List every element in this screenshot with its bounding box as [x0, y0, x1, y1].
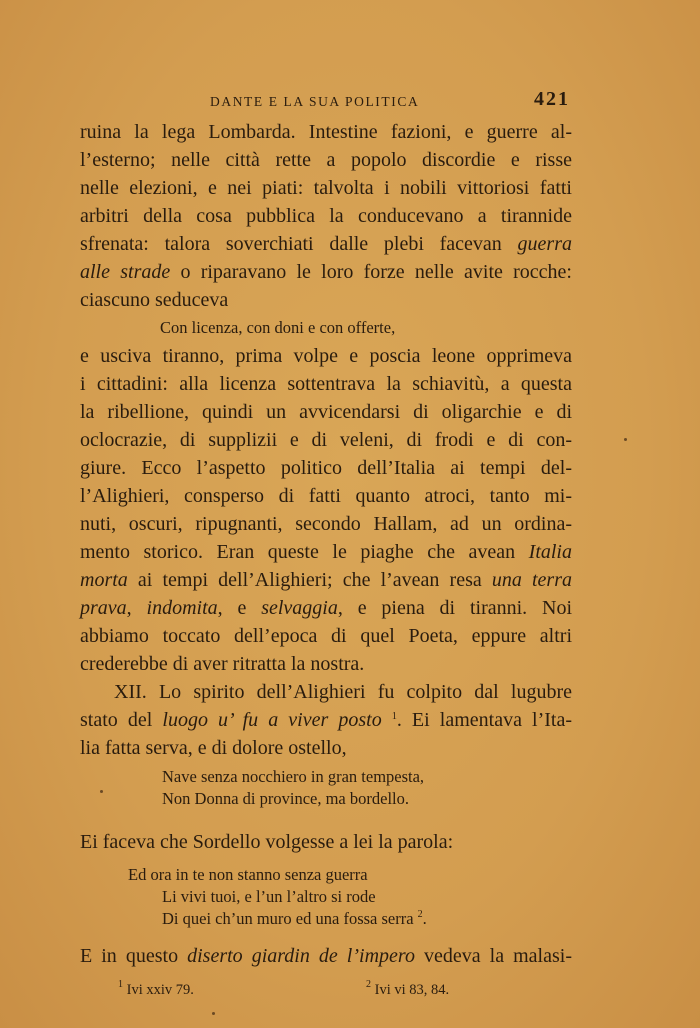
text-line: e usciva tiranno, prima volpe e poscia leone opprimeva — [80, 345, 572, 367]
text-line: stato del luogo u’ fu a viver posto $^1$. Ei lamentava l’Ita- — [80, 709, 573, 731]
verse-line: Nave senza nocchiero in gran tempesta, — [162, 767, 425, 786]
footnote-ref: 2 — [417, 909, 423, 920]
verse-line: Con licenza, con doni e con offerte, — [160, 318, 396, 337]
text-line: abbiamo toccato dell’epoca di quel Poeta, eppure altri — [80, 625, 572, 647]
text-line: sfrenata: talora soverchiati dalle plebi facevan guerra — [80, 233, 572, 255]
verse-line: Di quei ch’un muro ed una fossa serra $^2$. — [162, 909, 427, 928]
text-line: crederebbe di aver ritratta la nostra. — [80, 653, 365, 675]
ink-speck — [212, 1012, 215, 1015]
text-line: prava, indomita, e selvaggia, e piena di tiranni. Noi — [80, 597, 572, 619]
verse-line: Non Donna di province, ma bordello. — [162, 789, 409, 808]
text-line: giure. Ecco l’aspetto politico dell’Italia ai tempi del- — [80, 457, 572, 479]
text-line: nelle elezioni, e nei piati: talvolta i nobili vittoriosi fatti — [80, 177, 572, 199]
text-line: arbitri della cosa pubblica la conducevano a tirannide — [80, 205, 572, 227]
text-line: nuti, oscuri, ripugnanti, secondo Hallam, ad un ordina- — [80, 513, 572, 535]
footnote-2: $^2$ Ivi vi 83, 84. — [366, 979, 450, 998]
text-line: l’Alighieri, consperso di fatti quanto atroci, tanto mi- — [80, 485, 572, 507]
page-header — [80, 88, 572, 116]
verse-line: Li vivi tuoi, e l’un l’altro si rode — [162, 887, 376, 906]
text-line: ciascuno seduceva — [80, 289, 229, 311]
text-line: mento storico. Eran queste le piaghe che avean Italia — [80, 541, 572, 563]
text-line: l’esterno; nelle città rette a popolo discordie e risse — [80, 149, 572, 171]
text-line: i cittadini: alla licenza sottentrava la schiavitù, a questa — [80, 373, 572, 395]
text-line: la ribellione, quindi un avvicendarsi di oligarchie e di — [80, 401, 572, 423]
ink-speck — [100, 790, 103, 793]
text-line: E in questo diserto giardin de l’impero vedeva la malasi- — [80, 945, 572, 967]
text-line: oclocrazie, di supplizii e di veleni, di frodi e di con- — [80, 429, 572, 451]
verse-line: Ed ora in te non stanno senza guerra — [128, 865, 368, 884]
footnotes — [118, 979, 558, 1002]
text-line: XII. Lo spirito dell’Alighieri fu colpito dal lugubre — [114, 681, 572, 703]
ink-speck — [624, 438, 627, 441]
page-number: 421 — [534, 88, 570, 110]
text-line: Ei faceva che Sordello volgesse a lei la parola: — [80, 831, 454, 853]
footnote-ref: 1 — [391, 711, 397, 722]
text-line: morta ai tempi dell’Alighieri; che l’avean resa una terra — [80, 569, 572, 591]
footnote-1: $^1$ Ivi xxiv 79. — [118, 979, 194, 998]
text-line: alle strade o riparavano le loro forze nelle avite rocche: — [80, 261, 572, 283]
text-line: lia fatta serva, e di dolore ostello, — [80, 737, 347, 759]
text-line: ruina la lega Lombarda. Intestine fazioni, e guerre al- — [80, 121, 572, 143]
running-title: DANTE E LA SUA POLITICA — [210, 94, 420, 109]
